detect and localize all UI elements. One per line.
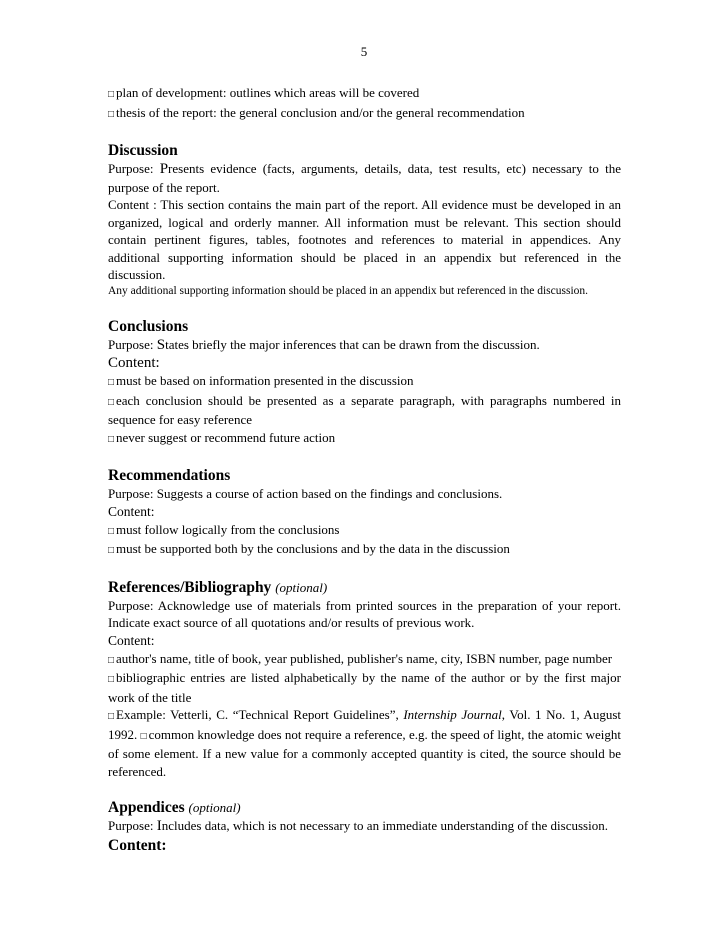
- bullet-icon: □: [108, 89, 115, 100]
- recommendations-content-label: Content:: [108, 503, 155, 519]
- list-item: □ must be supported both by the conclusions and by the data in the discussion: [108, 540, 621, 560]
- bullet-icon: □: [108, 433, 115, 445]
- appendices-heading: Appendices (optional): [108, 799, 241, 816]
- bullet-icon: □: [108, 108, 115, 120]
- references-purpose: Purpose: Acknowledge use of materials from printed sources in the preparation of your report. Indicate exact source of all quotations and/or results of previous work.: [108, 597, 621, 630]
- list-item: □ never suggest or recommend future action: [108, 429, 621, 449]
- recommendations-heading: Recommendations: [108, 467, 231, 484]
- bullet-icon: □: [108, 525, 115, 537]
- bullet-icon: □: [108, 396, 115, 408]
- discussion-heading: Discussion: [108, 142, 178, 159]
- discussion-purpose: Purpose: Presents evidence (facts, arguments, details, data, test results, etc) necessary to the purpose of the report.: [108, 161, 621, 195]
- recommendations-purpose: Purpose: Suggests a course of action based on the findings and conclusions.: [108, 486, 503, 501]
- references-heading: References/Bibliography (optional): [108, 578, 328, 596]
- page-number: 5: [360, 44, 368, 59]
- intro-item: □ plan of development: outlines which areas will be covered: [108, 84, 621, 104]
- list-item: □ must be based on information presented in the discussion: [108, 372, 621, 392]
- conclusions-content-label: Content:: [108, 355, 160, 371]
- appendices-content-label: Content:: [108, 836, 167, 854]
- list-item: □ author's name, title of book, year published, publisher's name, city, ISBN number, page number: [108, 650, 621, 670]
- optional-label: (optional): [275, 579, 328, 595]
- discussion-content: Content : This section contains the main part of the report. All evidence must be developed in an organized, logical and orderly manner. All information must be relevant. This section should contain pertinent figures, tables, footnotes and references to material in appendices. Any additional supporting information should be placed in an appendix but referenced in the discussion.: [108, 197, 621, 282]
- bullet-icon: □: [140, 730, 147, 742]
- bullet-icon: □: [108, 377, 115, 388]
- list-item: □ must follow logically from the conclusions: [108, 521, 621, 541]
- bullet-icon: □: [108, 674, 115, 685]
- bullet-icon: □: [108, 711, 115, 722]
- discussion-content-note: Any additional supporting information should be placed in an appendix but referenced in the discussion.: [108, 284, 589, 297]
- page-content: [108, 84, 621, 855]
- bullet-icon: □: [108, 654, 115, 666]
- bullet-icon: □: [108, 545, 115, 556]
- intro-item: □ thesis of the report: the general conclusion and/or the general recommendation: [108, 104, 621, 124]
- list-item: □ each conclusion should be presented as a separate paragraph, with paragraphs numbered in sequence for easy reference: [108, 392, 621, 427]
- list-item: □ bibliographic entries are listed alphabetically by the name of the author or by the first major work of the title: [108, 670, 621, 705]
- references-content-label: Content:: [108, 632, 155, 648]
- conclusions-purpose: Purpose: States briefly the major inferences that can be drawn from the discussion.: [108, 336, 540, 353]
- list-item: □ Example: Vetterli, C. “Technical Report Guidelines”, Internship Journal, Vol. 1 No. 1, August 1992. □ common knowledge does not require a reference, e.g. the speed of light, the atomic weight of some element. If a new value for a commonly accepted quantity is cited, the source should be referenced.: [108, 707, 622, 779]
- optional-label: (optional): [188, 800, 241, 815]
- appendices-purpose: Purpose: Includes data, which is not necessary to an immediate understanding of the discussion.: [108, 818, 608, 834]
- conclusions-heading: Conclusions: [108, 317, 189, 335]
